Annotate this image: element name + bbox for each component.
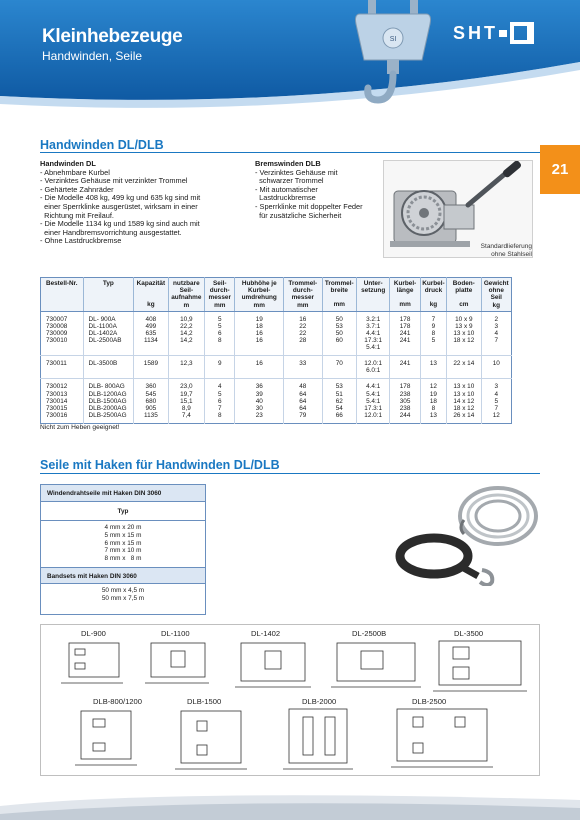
table-cell: 9: [205, 356, 235, 379]
rope-types-box: [40, 484, 206, 615]
column-header: [235, 278, 284, 312]
description-line: - Sperrklinke mit doppelter Feder: [255, 201, 363, 211]
table-cell: 730008: [41, 323, 84, 330]
table-cell: 3: [494, 383, 499, 391]
table-cell: 28: [284, 337, 322, 356]
table-cell: 51: [322, 391, 356, 398]
table-cell: DLB-1500AG: [83, 398, 134, 405]
table-cell: 730007: [41, 311, 84, 323]
table-cell: 16: [235, 330, 284, 337]
table-cell: 66: [322, 412, 356, 424]
description-line: einer Sperrklinke ausgerüstet, wirksam in einer: [40, 201, 198, 211]
table-cell: 18 x 12: [447, 337, 481, 356]
table-cell: DL-1402A: [83, 330, 134, 337]
table-cell: 730009: [41, 330, 84, 337]
description-line: Richtung mit Freilauf.: [40, 210, 114, 220]
table-cell: DLB- 800AG: [83, 379, 134, 391]
column-header: [481, 278, 511, 312]
table-cell: 13 x 10: [447, 330, 481, 337]
header-label: Gewicht ohne Seil: [483, 280, 509, 302]
description-line: - Verzinktes Gehäuse mit: [255, 167, 338, 177]
table-cell: 499: [134, 323, 168, 330]
table-cell: 3.7:1: [356, 323, 389, 330]
table-cell: 238: [390, 391, 420, 398]
table-body: [41, 311, 512, 423]
table-cell: 5: [205, 391, 235, 398]
table-cell: 14,2: [168, 330, 204, 337]
table-cell: 10: [481, 356, 511, 379]
table-cell: 241: [390, 337, 420, 356]
table-cell: 8,9: [168, 405, 204, 412]
table-cell: 36: [235, 379, 284, 391]
header-unit: mm: [214, 301, 226, 309]
table-cell: 12.0:1: [356, 412, 389, 424]
table-cell: 10,9: [168, 311, 204, 323]
svg-text:SI: SI: [389, 36, 397, 43]
description-line: - Die Modelle 408 kg, 499 kg und 635 kg sind mit: [40, 193, 201, 203]
table-cell: 545: [134, 391, 168, 398]
section-divider: [40, 473, 540, 474]
table-cell: 1589: [134, 356, 168, 379]
column-header: [447, 278, 481, 312]
table-cell: 23: [235, 412, 284, 424]
table-cell: 6: [205, 398, 235, 405]
header-unit: mm: [253, 301, 265, 309]
table-cell: DL-1100A: [83, 323, 134, 330]
column-header: [83, 278, 134, 312]
table-cell: DL- 900A: [83, 311, 134, 323]
table-cell: 4.4:1: [356, 330, 389, 337]
table-cell: 10 x 9: [447, 311, 481, 323]
wire-rope-list: 4 mm x 20 m 5 mm x 15 m 6 mm x 15 m 7 mm x 10 m 8 mm x 8 m: [104, 524, 142, 563]
table-header-row: [41, 278, 512, 312]
table-cell: 5: [205, 311, 235, 323]
column-header: [322, 278, 356, 312]
drawing-label: DLB-2000: [302, 697, 337, 706]
table-cell: 5.4:1: [356, 398, 389, 405]
table-cell: 14,2: [168, 337, 204, 356]
caption-line: ohne Stahlseil: [491, 251, 532, 258]
table-cell: 53: [322, 323, 356, 330]
table-cell: 23,0: [168, 379, 204, 391]
table-cell: 50: [322, 311, 356, 323]
table-cell: 19: [420, 391, 446, 398]
table-cell: 17.3:1 5.4:1: [356, 337, 389, 356]
header-unit: kg: [147, 301, 155, 309]
table-cell: 5: [205, 323, 235, 330]
header-label: Typ: [102, 280, 114, 287]
header-label: Trommel- durch- messer: [288, 280, 318, 302]
table-cell: 18: [235, 323, 284, 330]
header-label: Kapazität: [136, 280, 166, 287]
table-row: [41, 391, 512, 398]
table-cell: 730014: [41, 398, 84, 405]
table-cell: 730011: [41, 356, 84, 379]
header-label: Kurbel- druck: [422, 280, 445, 295]
table-cell: 635: [134, 330, 168, 337]
table-cell: 16: [284, 311, 322, 323]
table-cell: 15,1: [168, 398, 204, 405]
photo-caption: [450, 243, 532, 259]
band-set-heading: Bandsets mit Haken DIN 3060: [41, 567, 205, 584]
description-line: - Die Modelle 1134 kg und 1589 kg sind auch mit: [40, 219, 200, 229]
table-cell: 14 x 12: [447, 398, 481, 405]
table-row: [41, 337, 512, 356]
table-cell: 7: [205, 405, 235, 412]
table-row: [41, 405, 512, 412]
table-cell: 64: [284, 398, 322, 405]
table-cell: 8: [420, 405, 446, 412]
table-cell: 6: [205, 330, 235, 337]
table-cell: 48: [284, 379, 322, 391]
table-cell: 18 x 12: [447, 405, 481, 412]
table-row: [41, 356, 512, 379]
column-header: [41, 278, 84, 312]
table-cell: 12.0:1 6.0:1: [356, 356, 389, 379]
description-line: für zusätzliche Sicherheit: [255, 210, 342, 220]
table-cell: 22: [284, 323, 322, 330]
band-set-list: 50 mm x 4,5 m 50 mm x 7,5 m: [101, 586, 145, 602]
table-cell: 13 x 10: [447, 391, 481, 398]
table-cell: 30: [235, 405, 284, 412]
table-cell: 305: [390, 398, 420, 405]
table-cell: 13 x 10: [447, 379, 481, 391]
table-cell: DL-2500AB: [83, 337, 134, 356]
description-line: - Gehärtete Zahnräder: [40, 184, 114, 194]
column-header: [168, 278, 204, 312]
caption-line: Standardlieferung: [480, 243, 532, 250]
page-number-tab: 21: [540, 145, 580, 194]
header-label: Trommel- breite: [324, 280, 354, 295]
table-cell: 4: [494, 330, 499, 337]
section-title-handwinden: Handwinden DL/DLB: [40, 138, 164, 152]
table-cell: 730010: [41, 337, 84, 356]
drawing-label: DL-3500: [454, 629, 484, 638]
header-label: Bestell-Nr.: [45, 280, 78, 287]
winch-spec-table: [40, 277, 512, 424]
table-cell: 22,2: [168, 323, 204, 330]
table-cell: DL-3500B: [83, 356, 134, 379]
table-cell: 7: [494, 404, 499, 412]
table-cell: 79: [284, 412, 322, 424]
table-cell: 12: [420, 379, 446, 391]
table-cell: 730015: [41, 405, 84, 412]
page-header: [0, 0, 580, 112]
table-row: [41, 330, 512, 337]
drawing-label: DL-1100: [161, 629, 190, 638]
table-cell: 19: [235, 311, 284, 323]
table-cell: 12: [492, 411, 500, 419]
table-cell: 17.3:1: [356, 405, 389, 412]
header-unit: cm: [459, 301, 469, 309]
drawing-label: DL-1402: [251, 629, 281, 638]
table-cell: 8: [205, 412, 235, 424]
base-plate-drawings: [41, 625, 539, 775]
description-line: - Ohne Lastdruckbremse: [40, 236, 122, 246]
table-row: [41, 311, 512, 323]
description-line: - Verzinktes Gehäuse mit verzinkter Trommel: [40, 176, 188, 186]
table-cell: 3: [494, 322, 499, 330]
logo-mark-dot: [499, 30, 507, 37]
table-cell: 19,7: [168, 391, 204, 398]
table-cell: 730013: [41, 391, 84, 398]
page-footer-swoosh: [0, 788, 580, 820]
table-cell: 13 x 9: [447, 323, 481, 330]
description-line: einer Handbremsvorrichtung ausgestattet.: [40, 227, 182, 237]
drawing-label: DL-2500B: [352, 629, 387, 638]
column-header: [134, 278, 168, 312]
type-subheading: Typ: [41, 502, 205, 521]
drawing-label: DL-900: [81, 629, 106, 638]
description-line: - Mit automatischer: [255, 184, 318, 194]
header-label: Boden- platte: [452, 280, 475, 295]
table-cell: 18: [420, 398, 446, 405]
table-cell: 8: [205, 337, 235, 356]
header-unit: kg: [429, 301, 438, 309]
table-cell: 33: [284, 356, 322, 379]
company-logo: SHT: [453, 23, 498, 43]
table-cell: 360: [134, 379, 168, 391]
table-cell: DLB-1200AG: [83, 391, 134, 398]
header-unit: mm: [297, 301, 309, 309]
table-cell: 408: [134, 311, 168, 323]
table-cell: 5: [494, 397, 499, 405]
description-dl: [40, 160, 250, 246]
logo-mark-box: [510, 22, 534, 44]
table-cell: 13: [420, 412, 446, 424]
drawing-label: DLB-2500: [412, 697, 447, 706]
header-label: Hubhöhe je Kurbel- umdrehung: [241, 280, 277, 302]
drawing-label: DLB-1500: [187, 697, 222, 706]
page-title: Kleinhebezeuge: [42, 26, 183, 47]
table-cell: 730012: [41, 379, 84, 391]
table-cell: 16: [235, 356, 284, 379]
table-cell: 22: [284, 330, 322, 337]
column-header: [420, 278, 446, 312]
table-cell: 178: [390, 379, 420, 391]
column-header: [356, 278, 389, 312]
description-dlb: [255, 160, 380, 220]
table-row: [41, 412, 512, 424]
section-title-seile: Seile mit Haken für Handwinden DL/DLB: [40, 458, 280, 472]
hook-icon: [480, 570, 492, 585]
table-cell: 241: [390, 356, 420, 379]
table-cell: 178: [390, 323, 420, 330]
header-label: Seil- durch- messer: [208, 280, 231, 302]
table-cell: 60: [322, 337, 356, 356]
description-line: Lastdruckbremse: [255, 193, 316, 203]
section-divider: [40, 152, 540, 153]
description-line: - Abnehmbare Kurbel: [40, 167, 110, 177]
table-cell: 39: [235, 391, 284, 398]
drawing-label: DLB-800/1200: [93, 697, 142, 706]
table-cell: 4.4:1: [356, 379, 389, 391]
table-cell: 238: [390, 405, 420, 412]
column-header: [390, 278, 420, 312]
table-cell: 40: [235, 398, 284, 405]
table-cell: 9: [420, 323, 446, 330]
table-cell: 4: [205, 379, 235, 391]
header-unit: mm: [399, 301, 411, 309]
table-cell: 22 x 14: [447, 356, 481, 379]
table-cell: 53: [322, 379, 356, 391]
rope-and-strap-photo: [390, 476, 538, 586]
table-cell: 7: [481, 337, 511, 356]
table-cell: 13: [420, 356, 446, 379]
table-row: [41, 323, 512, 330]
table-cell: 5.4:1: [356, 391, 389, 398]
table-cell: 50: [322, 330, 356, 337]
table-cell: 7: [420, 311, 446, 323]
table-cell: 62: [322, 398, 356, 405]
crane-hook-icon: [340, 0, 460, 112]
header-unit: m: [183, 301, 190, 309]
table-cell: DLB-2000AG: [83, 405, 134, 412]
description-line: schwarzer Trommel: [255, 176, 324, 186]
table-cell: 1134: [134, 337, 168, 356]
table-cell: 730016: [41, 412, 84, 424]
table-cell: 244: [390, 412, 420, 424]
table-cell: 64: [284, 405, 322, 412]
wire-rope-heading: Windendrahtseile mit Haken DIN 3060: [41, 485, 205, 502]
table-cell: 1135: [134, 412, 168, 424]
page-subtitle: Handwinden, Seile: [42, 49, 143, 63]
table-cell: 4: [494, 390, 499, 398]
table-cell: 5: [420, 337, 446, 356]
header-label: nutzbare Seil- aufnahme: [171, 280, 202, 302]
header-unit: mm: [333, 301, 345, 309]
table-cell: 8: [420, 330, 446, 337]
table-cell: 54: [322, 405, 356, 412]
header-label: Kurbel- länge: [393, 280, 417, 295]
column-header: [205, 278, 235, 312]
table-cell: 2: [494, 315, 499, 323]
table-cell: 7,4: [168, 412, 204, 424]
table-cell: 3.2:1: [356, 311, 389, 323]
table-cell: 70: [322, 356, 356, 379]
table-cell: 64: [284, 391, 322, 398]
table-row: [41, 379, 512, 391]
table-row: [41, 398, 512, 405]
header-unit: kg: [492, 301, 500, 309]
table-cell: 178: [390, 311, 420, 323]
table-cell: 26 x 14: [447, 412, 481, 424]
table-note: Nicht zum Heben geeignet!: [40, 424, 120, 431]
table-cell: 16: [235, 337, 284, 356]
description-heading: Handwinden DL: [40, 159, 96, 168]
table-cell: 12,3: [168, 356, 204, 379]
header-label: Unter- setzung: [361, 280, 386, 295]
table-cell: 905: [134, 405, 168, 412]
table-cell: 241: [390, 330, 420, 337]
band-strap-icon: [400, 538, 468, 574]
table-cell: DLB-2500AG: [83, 412, 134, 424]
description-heading: Bremswinden DLB: [255, 159, 321, 168]
table-cell: 680: [134, 398, 168, 405]
technical-drawings: [40, 624, 540, 776]
column-header: [284, 278, 322, 312]
